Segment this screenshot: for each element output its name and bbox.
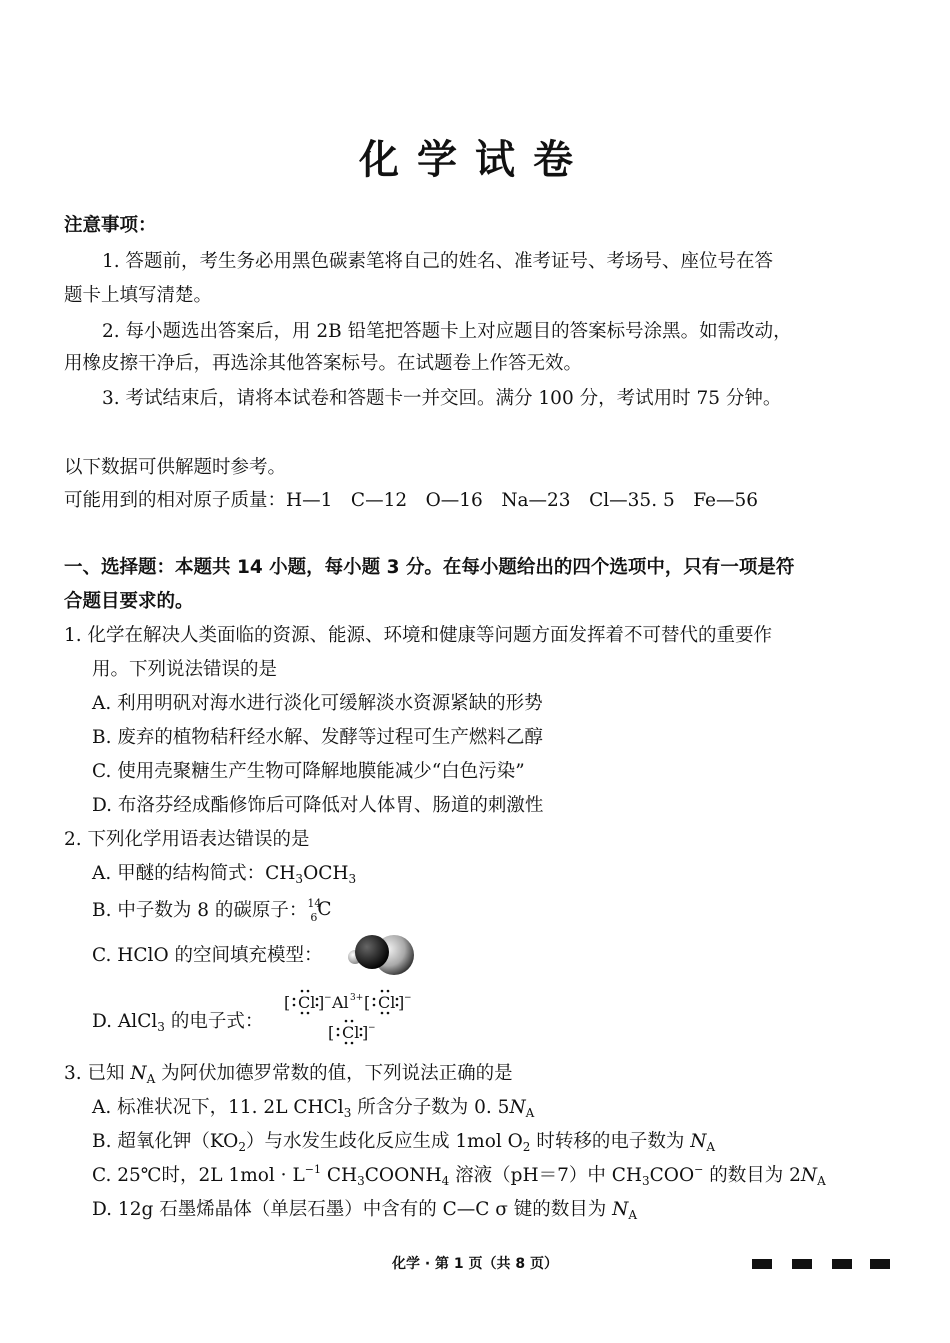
q3-option-d-text: D. 12g 石墨烯晶体（单层石墨）中含有的 C—C σ 键的数目为	[92, 1199, 613, 1220]
q3-option-c-text-5: COO	[649, 1165, 695, 1186]
notice-item-2b: 用橡皮擦干净后，再选涂其他答案标号。在试题卷上作答无效。	[64, 353, 583, 374]
svg-text:Cl: Cl	[378, 993, 396, 1012]
q1-option-b: B. 废弃的植物秸秆经水解、发酵等过程可生产燃料乙醇	[92, 727, 543, 748]
q3-option-b-text-3: 时转移的电子数为	[530, 1131, 691, 1152]
page-title: 化学试卷	[359, 137, 591, 183]
section-heading-a: 一、选择题：本题共 14 小题，每小题 3 分。在每小题给出的四个选项中，只有一项是符	[64, 557, 795, 578]
svg-text:[: [	[364, 993, 371, 1012]
svg-text:]: ]	[362, 1023, 369, 1042]
q3-option-a-text-1: A. 标准状况下，11. 2L CHCl	[92, 1097, 344, 1118]
q3-option-b-text-2: ）与水发生歧化反应生成 1mol O	[246, 1131, 523, 1152]
q3-option-b: B. 超氧化钾$(KO_2)$与水发生歧化反应生成 1mol $O_2$ 时转移的电子数为 $N_A$	[92, 1131, 716, 1154]
reference-intro: 以下数据可供解题时参考。	[64, 457, 287, 478]
q1-stem-b: 用。下列说法错误的是	[92, 659, 278, 680]
page-footer: 化学 · 第 1 页（共 8 页）	[391, 1256, 559, 1272]
svg-text:Cl: Cl	[342, 1023, 360, 1042]
q2-option-c: C. HClO 的空间填充模型：	[92, 945, 323, 966]
q3-option-c-text-2: CH	[320, 1165, 358, 1186]
q1-option-d: D. 布洛芬经成酯修饰后可降低对人体胃、肠道的刺激性	[92, 795, 544, 816]
notice-item-3: 3. 考试结束后，请将本试卷和答题卡一并交回。满分 100 分，考试用时 75 分钟。	[102, 388, 782, 409]
q2-option-d-suffix: 的电子式：	[164, 1011, 264, 1032]
q1-option-a: A. 利用明矾对海水进行淡化可缓解淡水资源紧缺的形势	[92, 693, 543, 714]
q2-option-d-label: D. AlCl	[92, 1011, 158, 1032]
svg-text:]: ]	[318, 993, 325, 1012]
notice-item-2a: 2. 每小题选出答案后，用 2B 铅笔把答题卡上对应题目的答案标号涂黑。如需改动，	[102, 321, 792, 342]
q3-stem-a: 3. 已知	[64, 1063, 131, 1084]
q1-option-c: C. 使用壳聚糖生产生物可降解地膜能减少“白色污染”	[92, 761, 525, 782]
q3-option-d: D. 12g 石墨烯晶体（单层石墨）中含有的 C—C σ 键的数目为 $N_A$	[92, 1199, 638, 1222]
q1-stem-a: 1. 化学在解决人类面临的资源、能源、环境和健康等问题方面发挥着不可替代的重要作	[64, 625, 773, 646]
svg-text:[: [	[328, 1023, 335, 1042]
q2-option-d: D. AlCl$_3$ 的电子式：	[92, 1011, 264, 1034]
q3-option-c-text-1: C. 25℃时，2L 1mol · L	[92, 1165, 305, 1186]
q3-option-a-text-2: 所含分子数为 0. 5	[351, 1097, 510, 1118]
svg-text:Al: Al	[332, 993, 349, 1012]
svg-text:Cl: Cl	[298, 993, 316, 1012]
q3-option-c-text-3: COONH	[364, 1165, 442, 1186]
q2-option-a: A. 甲醚的结构简式：$CH_3OCH_3$	[92, 863, 357, 886]
carbon-14-symbol: 14 6 C	[307, 897, 332, 924]
hclo-space-filling-model	[346, 930, 418, 976]
alcl3-electron-formula	[284, 988, 444, 1050]
notice-heading: 注意事项：	[64, 215, 157, 236]
q3-option-a: A. 标准状况下，11. 2L CHCl$_3$ 所含分子数为 0. $5N_A$	[92, 1097, 535, 1120]
q2-option-b-label: B. 中子数为 8 的碳原子：	[92, 900, 308, 921]
q2-option-b	[92, 896, 331, 923]
q2-option-a-label: A. 甲醚的结构简式：	[92, 863, 266, 884]
svg-text:[: [	[284, 993, 291, 1012]
svg-text:−: −	[324, 993, 332, 1003]
svg-text:−: −	[404, 993, 412, 1003]
svg-text:−: −	[368, 1023, 376, 1033]
q3-option-c: C. 25℃时，2L $1mol \cdot L^{-1}$ $CH_3COONH_4$ 溶液（pH＝7）中 $CH_3COO^-$ 的数目为 $2N_A$	[92, 1163, 826, 1188]
q2-stem: 2. 下列化学用语表达错误的是	[64, 829, 310, 850]
svg-text:3+: 3+	[350, 993, 364, 1003]
atomic-masses-label: 可能用到的相对原子质量：	[64, 490, 287, 511]
section-heading-b: 合题目要求的。	[64, 591, 194, 612]
notice-item-1a: 1. 答题前，考生务必用黑色碳素笔将自己的姓名、准考证号、考场号、座位号在答	[102, 251, 774, 272]
atomic-masses	[64, 489, 758, 513]
q3-option-c-text-6: 的数目为 2	[703, 1165, 801, 1186]
q3-option-b-text-1: B. 超氧化钾（KO	[92, 1131, 239, 1152]
atomic-masses-values: H—1 C—12 O—16 Na—23 Cl—35. 5 Fe—56	[286, 490, 759, 511]
q3-option-c-text-4: 溶液（pH＝7）中 CH	[449, 1165, 643, 1186]
notice-item-1b: 题卡上填写清楚。	[64, 285, 213, 306]
q3-stem: 3. 已知 $N_A$ 为阿伏加德罗常数的值，下列说法正确的是	[64, 1063, 513, 1086]
q3-stem-b: 为阿伏加德罗常数的值，下列说法正确的是	[155, 1063, 513, 1084]
svg-text:]: ]	[398, 993, 405, 1012]
